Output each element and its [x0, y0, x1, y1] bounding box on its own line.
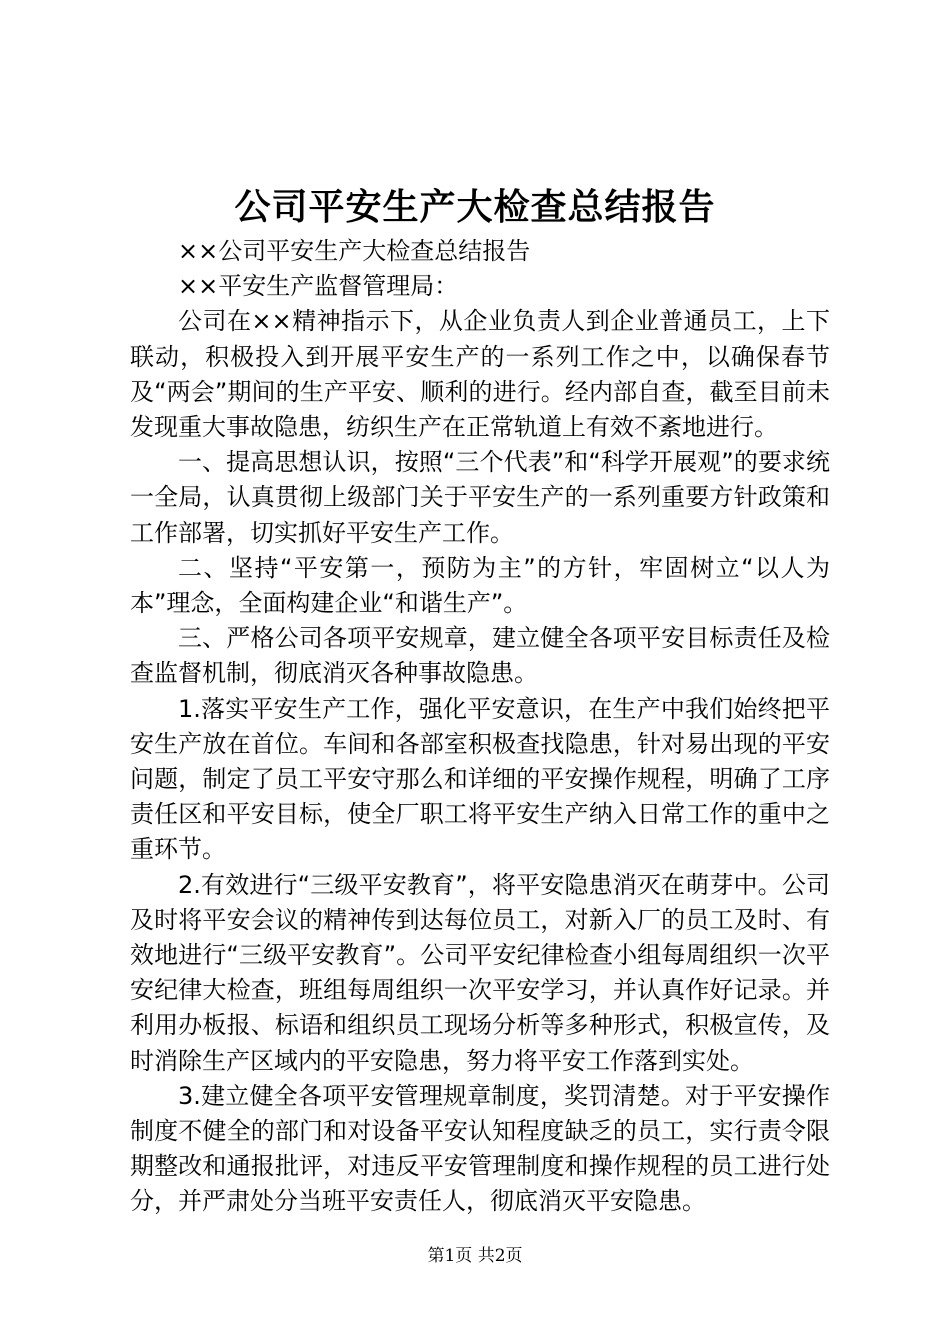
document-title: 公司平安生产大检查总结报告 [234, 186, 716, 228]
body-paragraph: 公司在××精神指示下，从企业负责人到企业普通员工，上下联动，积极投入到开展平安生产的一系列工作之中，以确保春节及“两会”期间的生产平安、顺利的进行。经内部自查，截至目前未发现重大事故隐患，纺织生产在正常轨道上有效不紊地进行。 [130, 307, 830, 442]
body-paragraph: 二、坚持“平安第一，预防为主”的方针，牢固树立“以人为本”理念，全面构建企业“和谐生产”。 [130, 553, 830, 618]
body-paragraph: 1.落实平安生产工作，强化平安意识，在生产中我们始终把平安生产放在首位。车间和各部室积极查找隐患，针对易出现的平安问题，制定了员工平安守那么和详细的平安操作规程，明确了工序责任区和平安目标，使全厂职工将平安生产纳入日常工作的重中之重环节。 [130, 694, 830, 864]
body-paragraph: 一、提高思想认识，按照“三个代表”和“科学开展观”的要求统一全局，认真贯彻上级部门关于平安生产的一系列重要方针政策和工作部署，切实抓好平安生产工作。 [130, 448, 830, 547]
document-body [130, 234, 830, 1220]
body-paragraph: 2.有效进行“三级平安教育”，将平安隐患消灭在萌芽中。公司及时将平安会议的精神传到达每位员工，对新入厂的员工及时、有效地进行“三级平安教育”。公司平安纪律检查小组每周组织一次平安纪律大检查，班组每周组织一次平安学习，并认真作好记录。并利用办板报、标语和组织员工现场分析等多种形式，积极宣传，及时消除生产区域内的平安隐患，努力将平安工作落到实处。 [130, 870, 830, 1075]
body-paragraph: 三、严格公司各项平安规章，建立健全各项平安目标责任及检查监督机制，彻底消灭各种事故隐患。 [130, 624, 830, 688]
page-footer: 第1页 共2页 [427, 1246, 523, 1266]
body-paragraph: ××平安生产监督管理局： [178, 272, 459, 301]
body-paragraph: 3.建立健全各项平安管理规章制度，奖罚清楚。对于平安操作制度不健全的部门和对设备平安认知程度缺乏的员工，实行责令限期整改和通报批评，对违反平安管理制度和操作规程的员工进行处分，并严肃处分当班平安责任人，彻底消灭平安隐患。 [130, 1081, 830, 1216]
body-paragraph: ××公司平安生产大检查总结报告 [178, 237, 531, 265]
